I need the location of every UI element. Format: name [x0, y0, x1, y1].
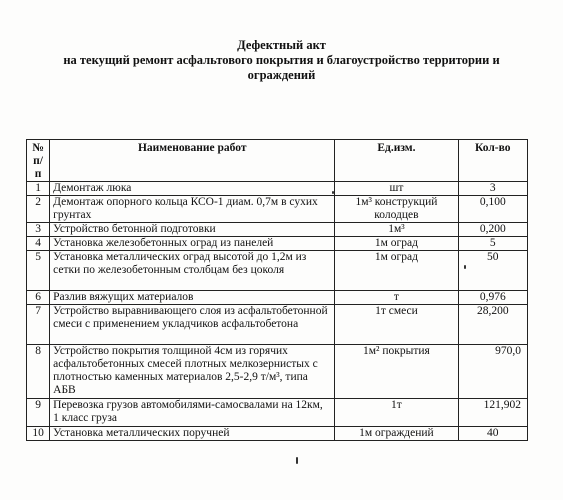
table-row	[27, 223, 528, 237]
row-name: Устройство выравнивающего слоя из асфальтобетонной смеси с применением укладчиков асфальтобетона	[50, 305, 335, 345]
scan-speck	[296, 457, 298, 464]
row-unit: т	[335, 291, 458, 305]
row-qty: 121,902	[458, 399, 528, 427]
row-num: 1	[27, 182, 50, 196]
row-num: 4	[27, 237, 50, 251]
header-name: Наименование работ	[50, 140, 335, 182]
scan-speck	[332, 191, 334, 194]
row-unit: шт	[335, 182, 458, 196]
row-name: Установка металлических оград высотой до 1,2м из сетки по железобетонным столбцам без цоколя	[50, 251, 335, 291]
row-num: 3	[27, 223, 50, 237]
row-qty: 0,200	[458, 223, 528, 237]
header-qty: Кол-во	[458, 140, 528, 182]
row-qty: 970,0	[458, 345, 528, 399]
table-row	[27, 251, 528, 291]
row-num: 9	[27, 399, 50, 427]
table-row	[27, 305, 528, 345]
header-num: № п/п	[27, 140, 50, 182]
row-qty: 40	[458, 427, 528, 441]
row-unit: 1м³	[335, 223, 458, 237]
row-name: Разлив вяжущих материалов	[50, 291, 335, 305]
scan-speck	[464, 265, 466, 269]
table-header-row	[27, 140, 528, 182]
row-num: 10	[27, 427, 50, 441]
table-row	[27, 196, 528, 223]
document-title: Дефектный акт	[237, 38, 326, 52]
defect-table	[26, 139, 528, 441]
row-unit: 1м ограждений	[335, 427, 458, 441]
row-name: Устройство покрытия толщиной 4см из горячих асфальтобетонных смесей плотных мелкозернистых с плотностью каменных материалов 2,5-2,9 т/м³, типа АБВ	[50, 345, 335, 399]
row-unit: 1м оград	[335, 237, 458, 251]
row-name: Демонтаж опорного кольца КСО-1 диам. 0,7м в сухих грунтах	[50, 196, 335, 223]
row-name: Устройство бетонной подготовки	[50, 223, 335, 237]
table-row	[27, 345, 528, 399]
table-row	[27, 237, 528, 251]
row-unit: 1м³ конструкций колодцев	[335, 196, 458, 223]
row-unit: 1т смеси	[335, 305, 458, 345]
table-row	[27, 182, 528, 196]
table-row	[27, 399, 528, 427]
row-unit: 1м оград	[335, 251, 458, 291]
document-subtitle-line2: ограждений	[247, 68, 316, 82]
row-num: 5	[27, 251, 50, 291]
table-row	[27, 291, 528, 305]
row-unit: 1т	[335, 399, 458, 427]
row-qty: 3	[458, 182, 528, 196]
row-num: 7	[27, 305, 50, 345]
row-name: Перевозка грузов автомобилями-самосвалами на 12км, 1 класс груза	[50, 399, 335, 427]
row-qty: 0,976	[458, 291, 528, 305]
row-qty: 0,100	[458, 196, 528, 223]
row-name: Демонтаж люка	[50, 182, 335, 196]
table-row	[27, 427, 528, 441]
row-num: 6	[27, 291, 50, 305]
row-name: Установка железобетонных оград из панелей	[50, 237, 335, 251]
document-subtitle-line1: на текущий ремонт асфальтового покрытия и благоустройство территории и	[63, 53, 500, 67]
row-qty: 28,200	[458, 305, 528, 345]
header-unit: Ед.изм.	[335, 140, 458, 182]
row-qty: 50	[458, 251, 528, 291]
row-qty: 5	[458, 237, 528, 251]
row-unit: 1м² покрытия	[335, 345, 458, 399]
row-num: 8	[27, 345, 50, 399]
row-name: Установка металлических поручней	[50, 427, 335, 441]
row-num: 2	[27, 196, 50, 223]
